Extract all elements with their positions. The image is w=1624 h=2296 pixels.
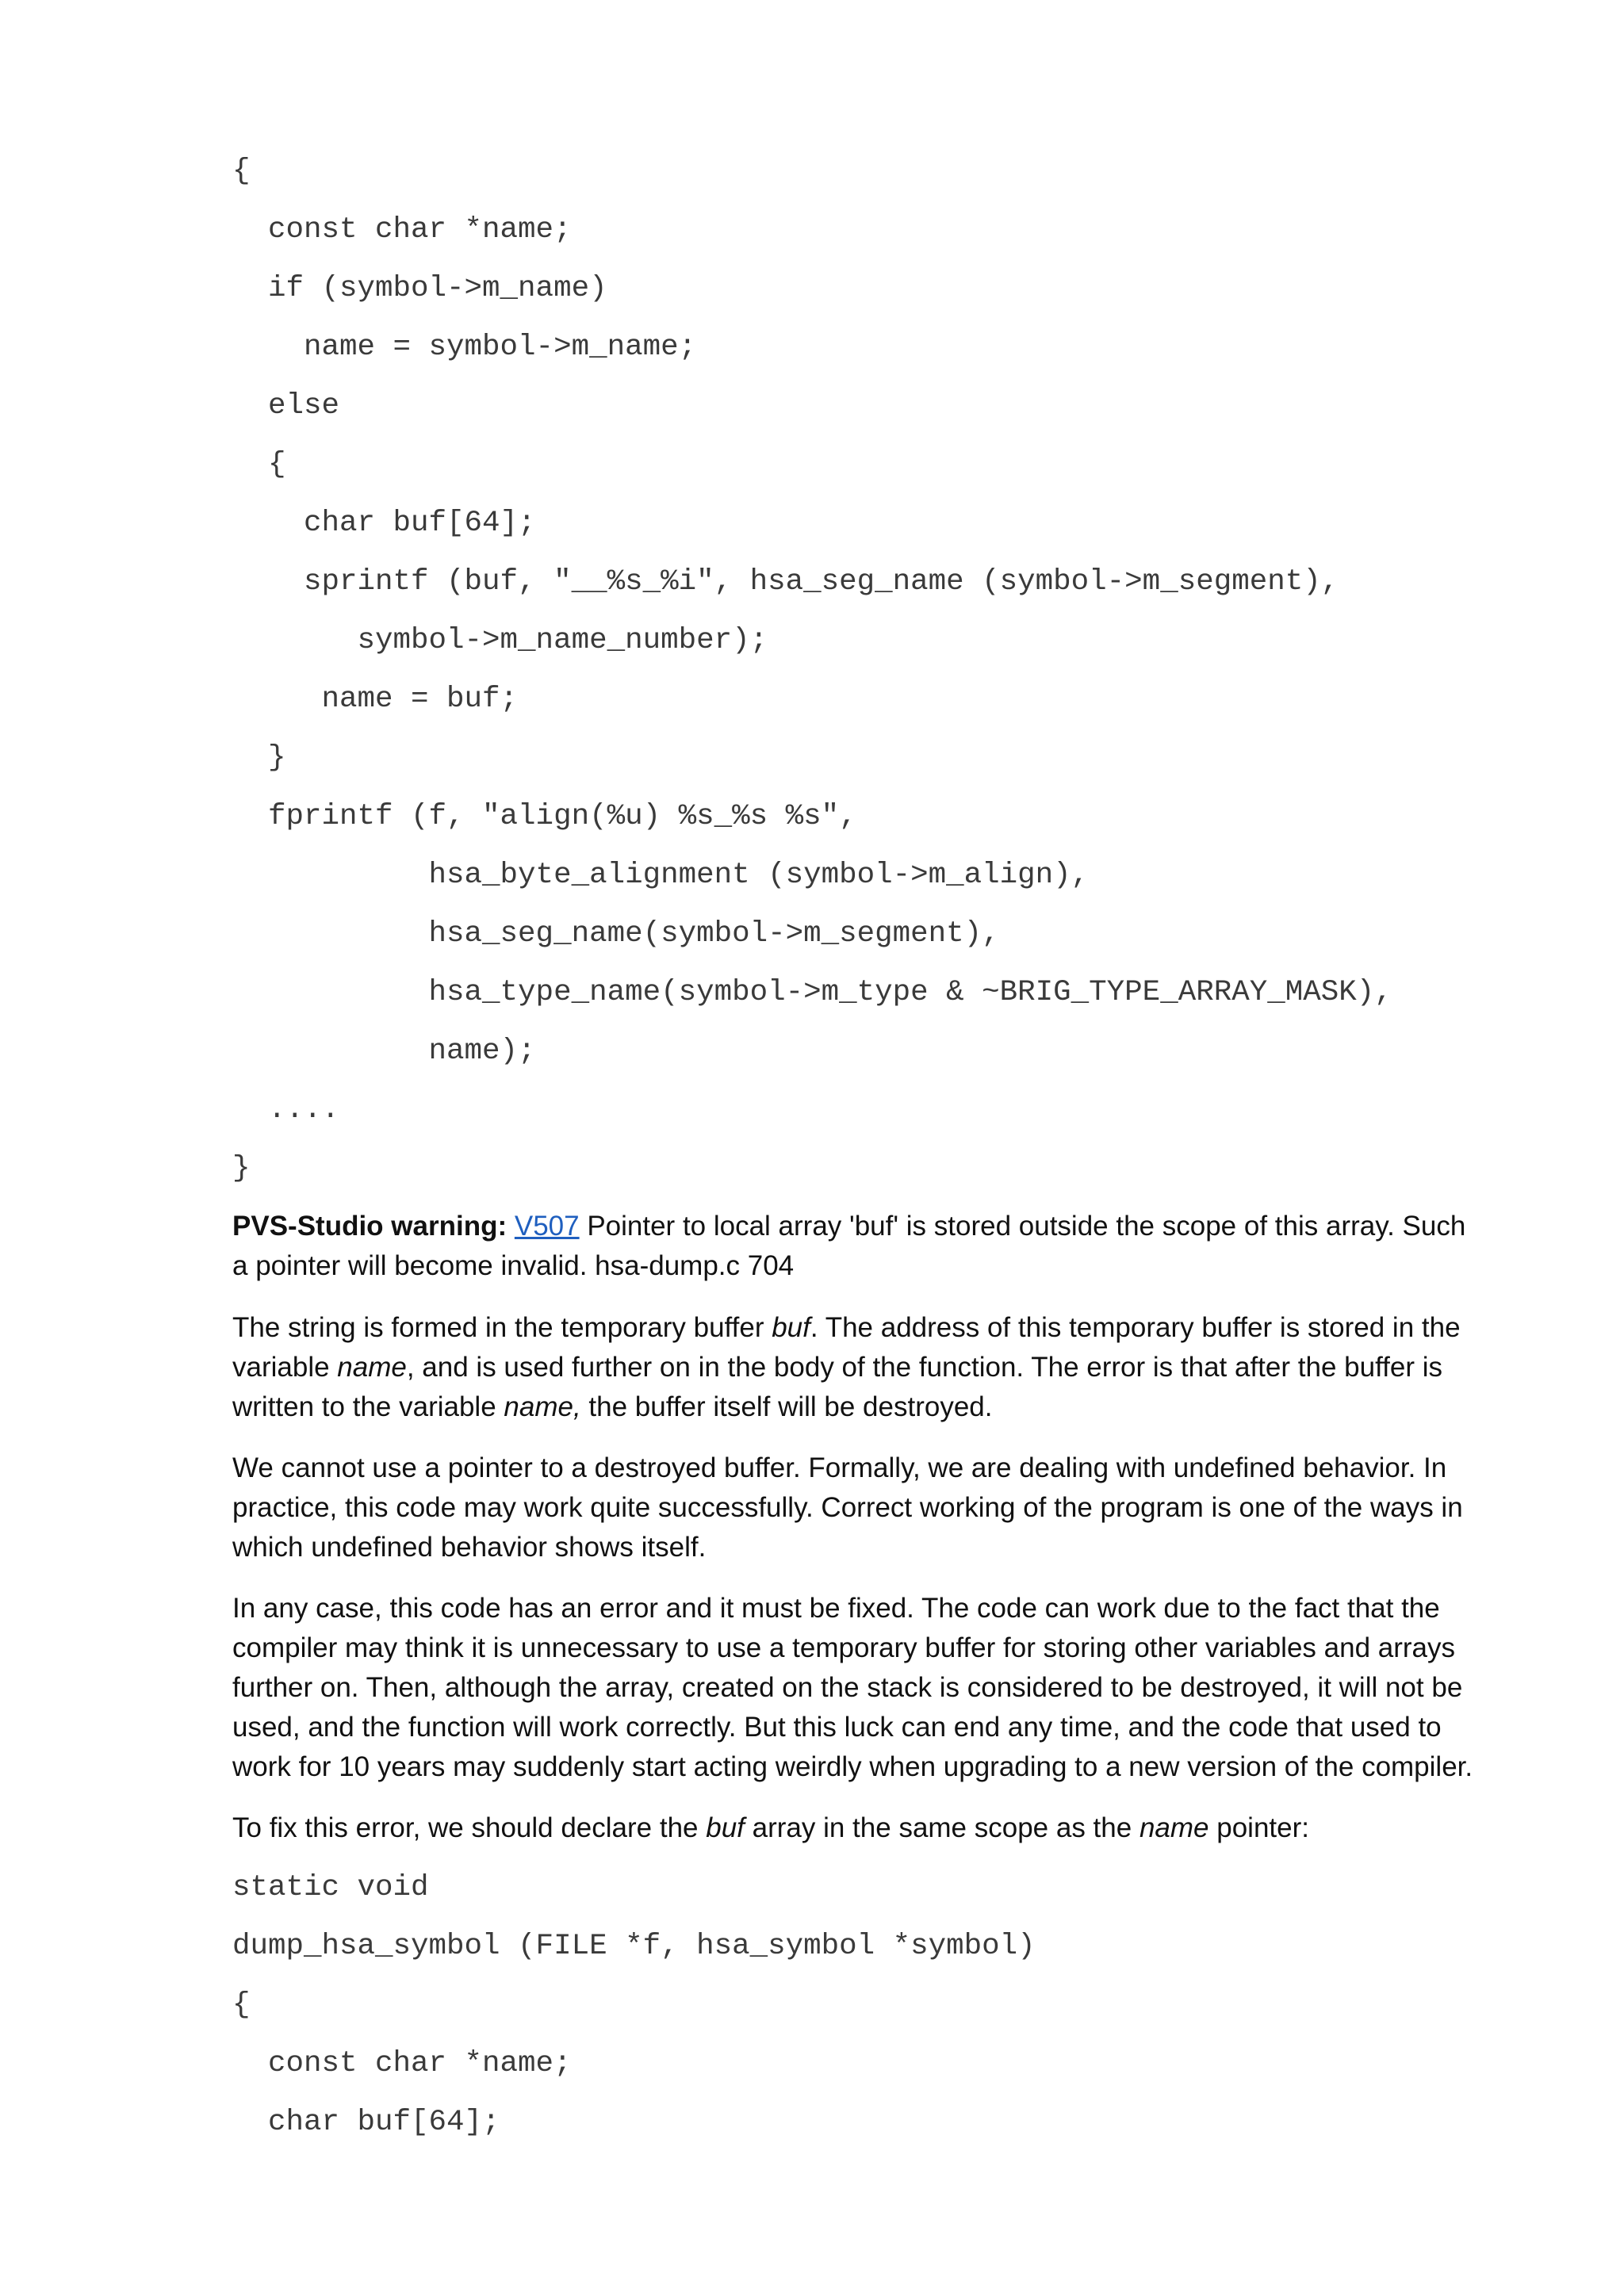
code-line: static void (232, 1871, 429, 1904)
code-line: name = buf; (232, 683, 519, 716)
italic-term: buf (772, 1312, 810, 1343)
code-line: name); (232, 1035, 536, 1068)
code-line: .... (232, 1093, 340, 1127)
code-line: { (232, 155, 251, 188)
code-line: dump_hsa_symbol (FILE *f, hsa_symbol *symbol) (232, 1930, 1036, 1963)
italic-term: name, (504, 1391, 581, 1422)
italic-term: name (1139, 1812, 1209, 1843)
italic-term: buf (706, 1812, 745, 1843)
code-line: if (symbol->m_name) (232, 272, 607, 305)
code-line: symbol->m_name_number); (232, 624, 768, 657)
code-line: const char *name; (232, 213, 572, 247)
code-line: hsa_seg_name(symbol->m_segment), (232, 917, 1000, 951)
text-span: . The address of this temporary buffer is stored in the variable (232, 1312, 1461, 1383)
code-line: else (232, 389, 340, 423)
warning-label: PVS-Studio warning: (232, 1211, 508, 1242)
paragraph-undefined-behavior: We cannot use a pointer to a destroyed buffer. Formally, we are dealing with undefined behavior. In practice, this code may work quite successfully. Correct working of the program is one of the ways in which undefined behavior shows itself. (232, 1452, 1463, 1563)
code-line: fprintf (f, "align(%u) %s_%s %s", (232, 800, 857, 833)
paragraph-buffer-explanation (232, 1308, 1485, 1427)
code-line: } (232, 1152, 251, 1185)
text-span: pointer: (1208, 1812, 1309, 1843)
code-line: { (232, 448, 286, 481)
italic-term: name (337, 1352, 407, 1383)
code-line: char buf[64]; (232, 507, 536, 540)
paragraph-error-must-be-fixed: In any case, this code has an error and it must be fixed. The code can work due to the fact that the compiler may think it is unnecessary to use a temporary buffer for storing other variables and arrays further on. Then, although the array, created on the stack is considered to be destroyed, it will not be used, and the function will work correctly. But this luck can end any time, and the code that used to work for 10 years may suddenly start acting weirdly when upgrading to a new version of the compiler. (232, 1593, 1473, 1782)
code-line: hsa_type_name(symbol->m_type & ~BRIG_TYPE_ARRAY_MASK), (232, 976, 1392, 1009)
text-span: array in the same scope as the (744, 1812, 1139, 1843)
code-line: name = symbol->m_name; (232, 331, 697, 364)
code-line: sprintf (buf, "__%s_%i", hsa_seg_name (symbol->m_segment), (232, 565, 1339, 599)
warning-paragraph (232, 1207, 1485, 1286)
warning-message: Pointer to local array 'buf' is stored outside the scope of this array. Such a pointer will become invalid. hsa-dump.c 704 (232, 1211, 1466, 1281)
code-line: hsa_byte_alignment (symbol->m_align), (232, 859, 1090, 892)
code-line: } (232, 741, 286, 775)
v507-link[interactable]: V507 (514, 1211, 580, 1242)
code-line: char buf[64]; (232, 2106, 500, 2139)
text-span: The string is formed in the temporary buffer (232, 1312, 772, 1343)
text-span: To fix this error, we should declare the (232, 1812, 707, 1843)
text-span: , and is used further on in the body of the function. The error is that after the buffer is written to the variable (232, 1352, 1443, 1422)
code-line: { (232, 1988, 251, 2022)
code-line: const char *name; (232, 2047, 572, 2080)
paragraph-fix-instructions (232, 1808, 1485, 1848)
text-span: the buffer itself will be destroyed. (580, 1391, 993, 1422)
